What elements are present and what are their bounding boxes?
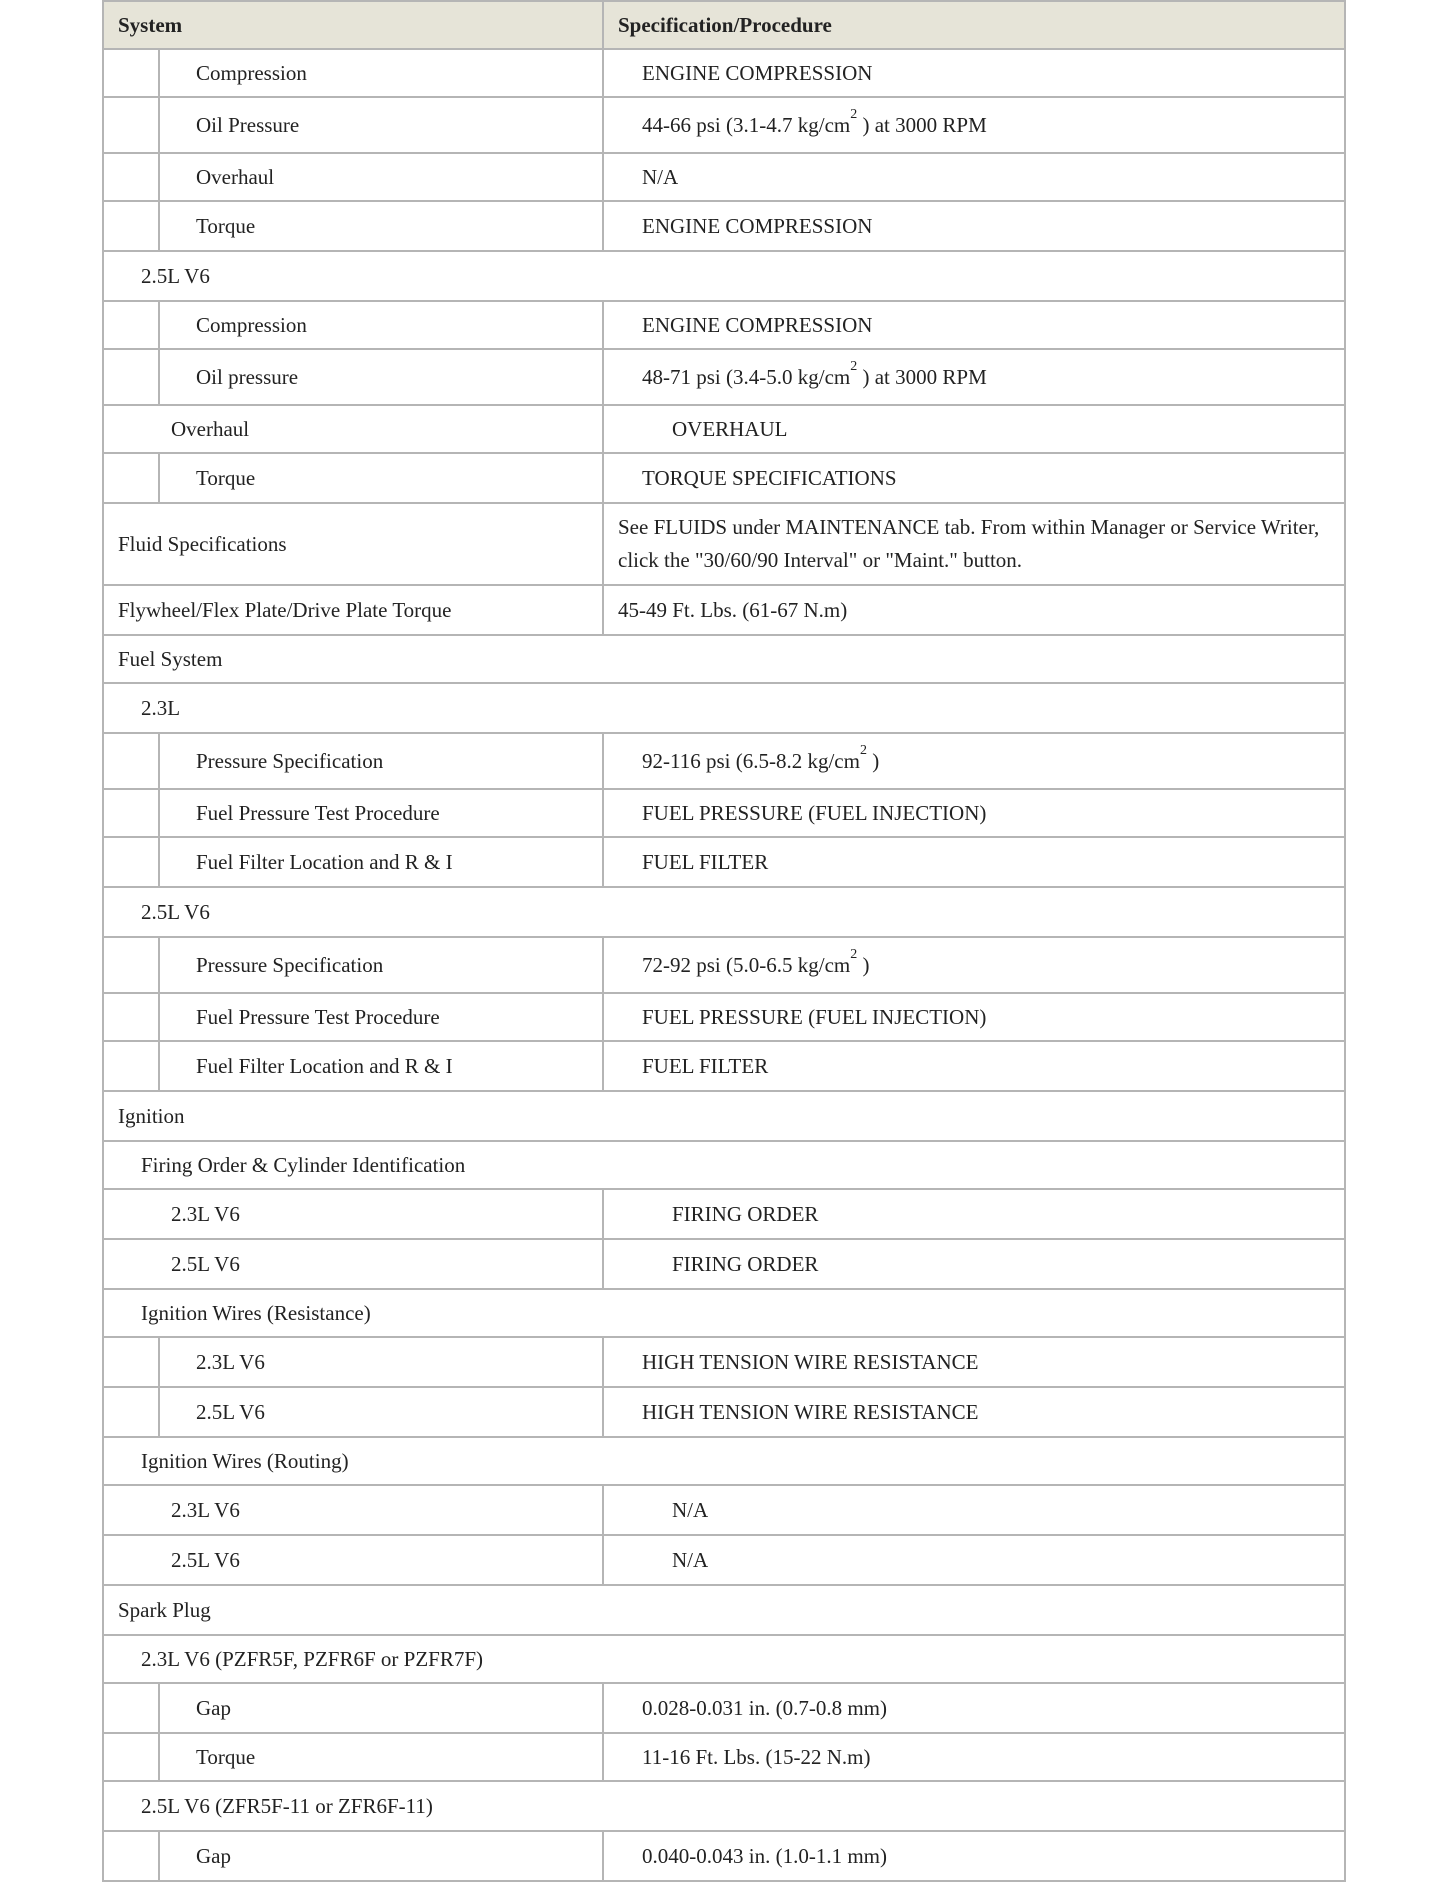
indent-stub-cell [104, 994, 160, 1040]
system-label: Compression [196, 313, 307, 337]
table-group-row [102, 1142, 1346, 1190]
table-row [102, 790, 1346, 838]
indent-stub-cell [104, 202, 160, 250]
spec-value: N/A [672, 1498, 709, 1522]
table-group-row [102, 1438, 1346, 1486]
table-group-row [102, 888, 1346, 938]
spec-value: 11-16 Ft. Lbs. (15-22 N.m) [642, 1745, 871, 1769]
indent-stub-cell [104, 938, 160, 992]
table-row [102, 938, 1346, 994]
table-row [102, 302, 1346, 350]
spec-table [102, 0, 1346, 1882]
system-label: Overhaul [171, 417, 250, 441]
spec-value: See FLUIDS under MAINTENANCE tab. From within Manager or Service Writer, click the "30/60/90 Interval" or "Maint." button. [618, 515, 1320, 572]
group-label: Ignition Wires (Resistance) [141, 1301, 371, 1325]
table-row [102, 1240, 1346, 1290]
table-row [102, 350, 1346, 406]
system-label: 2.5L V6 [171, 1252, 240, 1276]
group-label: Firing Order & Cylinder Identification [141, 1153, 466, 1177]
system-label: Fuel Filter Location and R & I [196, 850, 453, 874]
indent-stub-cell [104, 350, 160, 404]
spec-value: FUEL FILTER [642, 850, 769, 874]
spec-value: FUEL FILTER [642, 1054, 769, 1078]
system-label: Torque [196, 466, 256, 490]
table-row [102, 1486, 1346, 1536]
table-group-row [102, 684, 1346, 734]
table-row [102, 838, 1346, 888]
table-row [102, 734, 1346, 790]
spec-value: 44-66 psi (3.1-4.7 $kg/cm^2$ ) at 3000 RPM [642, 107, 987, 137]
system-label: 2.3L V6 [196, 1350, 265, 1374]
table-row [102, 504, 1346, 586]
system-label: Fuel Filter Location and R & I [196, 1054, 453, 1078]
indent-stub-cell [104, 154, 160, 200]
system-label: Fluid Specifications [118, 532, 287, 556]
table-header [102, 0, 1346, 50]
spec-value: HIGH TENSION WIRE RESISTANCE [642, 1400, 979, 1424]
table-row [102, 406, 1346, 454]
table-row [102, 1684, 1346, 1734]
spec-value: 48-71 psi (3.4-5.0 $kg/cm^2$ ) at 3000 RPM [642, 359, 987, 389]
table-row [102, 50, 1346, 98]
system-label: Flywheel/Flex Plate/Drive Plate Torque [118, 598, 452, 622]
spec-value: ENGINE COMPRESSION [642, 313, 873, 337]
table-group-row [102, 1290, 1346, 1338]
table-group-row [102, 1586, 1346, 1636]
table-group-row [102, 1782, 1346, 1832]
spec-value: HIGH TENSION WIRE RESISTANCE [642, 1350, 979, 1374]
group-label: Ignition [118, 1104, 185, 1128]
system-label: Torque [196, 1745, 256, 1769]
indent-stub-cell [104, 98, 160, 152]
system-label: Gap [196, 1696, 231, 1720]
system-label: Gap [196, 1844, 231, 1868]
spec-value: FIRING ORDER [672, 1252, 819, 1276]
system-label: 2.5L V6 [171, 1548, 240, 1572]
system-label: Pressure Specification [196, 953, 384, 977]
spec-value: FIRING ORDER [672, 1202, 819, 1226]
table-row [102, 994, 1346, 1042]
system-label: 2.3L V6 [171, 1202, 240, 1226]
table-row [102, 1388, 1346, 1438]
group-label: Fuel System [118, 647, 223, 671]
spec-value: ENGINE COMPRESSION [642, 61, 873, 85]
indent-stub-cell [104, 734, 160, 788]
header-system: System [118, 13, 183, 37]
system-label: 2.5L V6 [196, 1400, 265, 1424]
system-label: Fuel Pressure Test Procedure [196, 801, 440, 825]
spec-value: N/A [642, 165, 679, 189]
table-row [102, 1338, 1346, 1388]
system-label: Oil pressure [196, 365, 299, 389]
group-label: Spark Plug [118, 1598, 211, 1622]
group-label: 2.5L V6 (ZFR5F-11 or ZFR6F-11) [141, 1794, 433, 1818]
system-label: Torque [196, 214, 256, 238]
table-group-row [102, 636, 1346, 684]
spec-value: 45-49 Ft. Lbs. (61-67 N.m) [618, 598, 848, 622]
header-spec: Specification/Procedure [618, 13, 832, 37]
system-label: Oil Pressure [196, 113, 300, 137]
spec-value: FUEL PRESSURE (FUEL INJECTION) [642, 801, 987, 825]
spec-value: 72-92 psi (5.0-6.5 $kg/cm^2$ ) [642, 947, 870, 977]
spec-value: 0.040-0.043 in. (1.0-1.1 mm) [642, 1844, 887, 1868]
system-label: Overhaul [196, 165, 275, 189]
table-row [102, 586, 1346, 636]
indent-stub-cell [104, 50, 160, 96]
spec-value: FUEL PRESSURE (FUEL INJECTION) [642, 1005, 987, 1029]
indent-stub-cell [104, 454, 160, 502]
group-label: 2.5L V6 [141, 900, 210, 924]
group-label: Ignition Wires (Routing) [141, 1449, 349, 1473]
table-row [102, 202, 1346, 252]
table-row [102, 1536, 1346, 1586]
indent-stub-cell [104, 838, 160, 886]
group-label: 2.3L V6 (PZFR5F, PZFR6F or PZFR7F) [141, 1647, 483, 1671]
indent-stub-cell [104, 790, 160, 836]
system-label: 2.3L V6 [171, 1498, 240, 1522]
indent-stub-cell [104, 1832, 160, 1880]
indent-stub-cell [104, 1338, 160, 1386]
spec-value: N/A [672, 1548, 709, 1572]
group-label: 2.5L V6 [141, 264, 210, 288]
table-row [102, 154, 1346, 202]
spec-value: 0.028-0.031 in. (0.7-0.8 mm) [642, 1696, 887, 1720]
spec-value: 92-116 psi (6.5-8.2 $kg/cm^2$ ) [642, 743, 880, 773]
spec-value: ENGINE COMPRESSION [642, 214, 873, 238]
system-label: Pressure Specification [196, 749, 384, 773]
table-row [102, 98, 1346, 154]
table-row [102, 454, 1346, 504]
table-row [102, 1832, 1346, 1882]
system-label: Fuel Pressure Test Procedure [196, 1005, 440, 1029]
indent-stub-cell [104, 1734, 160, 1780]
table-group-row [102, 1092, 1346, 1142]
table-body [102, 50, 1346, 1882]
table-row [102, 1734, 1346, 1782]
table-group-row [102, 252, 1346, 302]
group-label: 2.3L [141, 696, 181, 720]
table-row [102, 1190, 1346, 1240]
indent-stub-cell [104, 1388, 160, 1436]
indent-stub-cell [104, 1042, 160, 1090]
spec-value: TORQUE SPECIFICATIONS [642, 466, 897, 490]
table-row [102, 1042, 1346, 1092]
system-label: Compression [196, 61, 307, 85]
indent-stub-cell [104, 1684, 160, 1732]
indent-stub-cell [104, 302, 160, 348]
table-group-row [102, 1636, 1346, 1684]
spec-value: OVERHAUL [672, 417, 788, 441]
